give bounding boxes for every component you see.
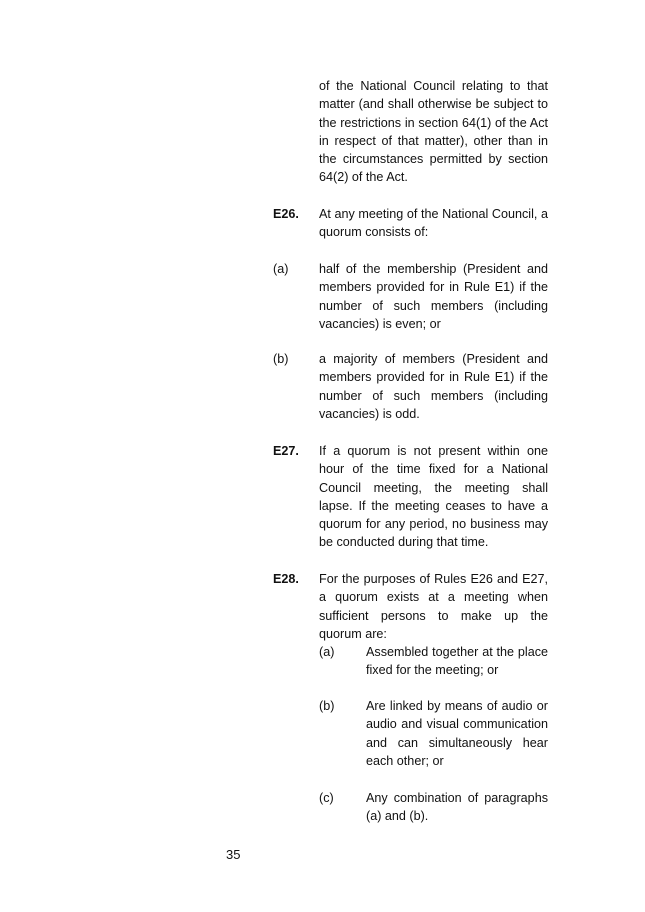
e28-item-a-text: Assembled together at the place fixed for the meeting; or	[366, 645, 548, 678]
e26-item-b-text: a majority of members (President and members provided for in Rule E1) if the number of such members (including vacancies) is odd.	[319, 352, 548, 421]
e28-item-a-label: (a)	[319, 645, 335, 659]
continuation-paragraph: of the National Council relating to that matter (and shall otherwise be subject to the restrictions in section 64(1) of the Act in respect of that matter), other than in the circumstances permitted by section 64(2) of the Act.	[319, 79, 548, 185]
rule-number-e27: E27.	[273, 444, 299, 458]
e28-item-c-label: (c)	[319, 791, 334, 805]
e26-item-a-label: (a)	[273, 262, 289, 276]
e28-item-c-text: Any combination of paragraphs (a) and (b).	[366, 791, 548, 824]
rule-text-e26: At any meeting of the National Council, a quorum consists of:	[319, 207, 548, 240]
rule-text-e28: For the purposes of Rules E26 and E27, a quorum exists at a meeting when sufficient persons to make up the quorum are:	[319, 572, 548, 641]
e28-item-b-text: Are linked by means of audio or audio and visual communication and can simultaneously hear each other; or	[366, 699, 548, 768]
e28-item-b-label: (b)	[319, 699, 335, 713]
rule-number-e28: E28.	[273, 572, 299, 586]
rule-number-e26: E26.	[273, 207, 299, 221]
e26-item-b-label: (b)	[273, 352, 289, 366]
e26-item-a-text: half of the membership (President and members provided for in Rule E1) if the number of such members (including vacancies) is even; or	[319, 262, 548, 331]
page-number: 35	[226, 847, 241, 862]
rule-text-e27: If a quorum is not present within one hour of the time fixed for a National Council meeting, the meeting shall lapse. If the meeting ceases to have a quorum for any period, no business may be conducted during that time.	[319, 444, 548, 550]
